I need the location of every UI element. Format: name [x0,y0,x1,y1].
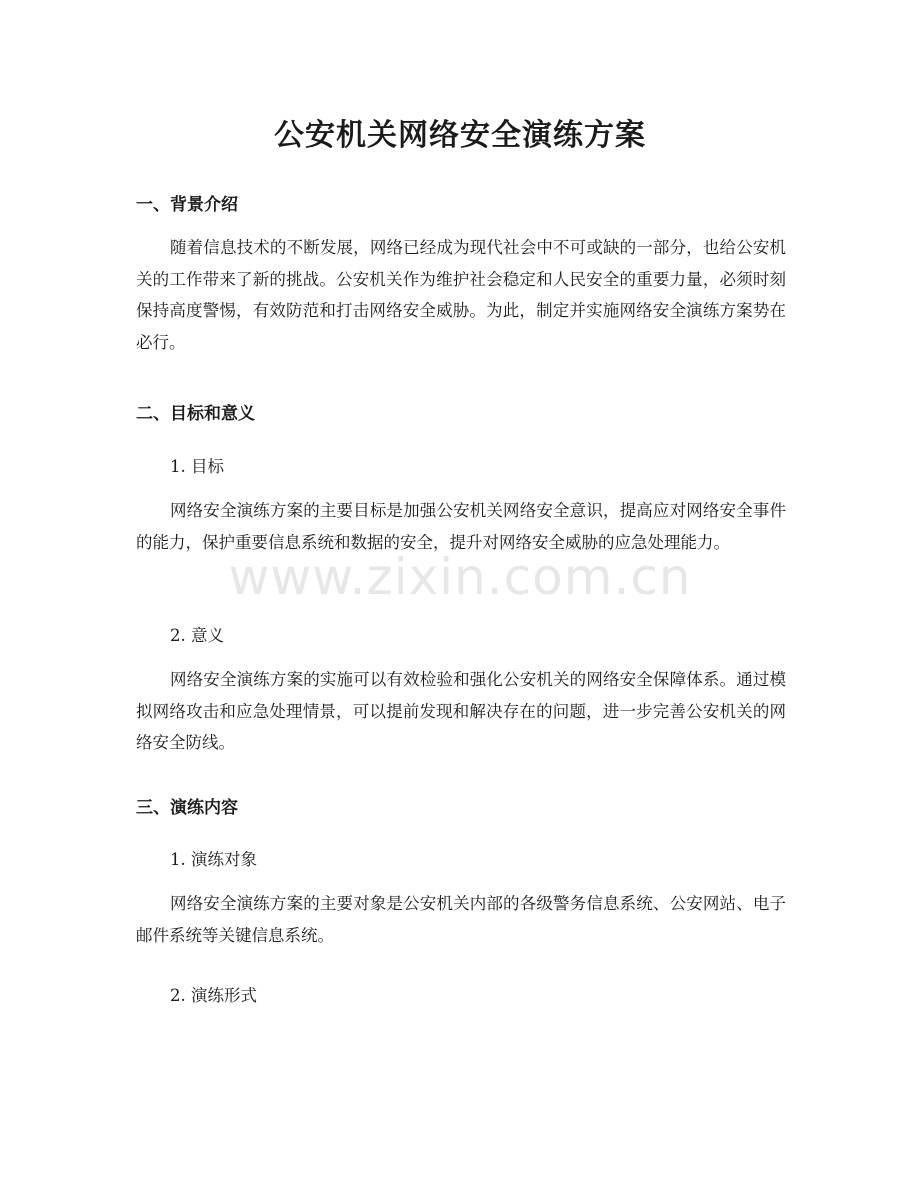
drill-target-paragraph: 网络安全演练方案的主要对象是公安机关内部的各级警务信息系统、公安网站、电子邮件系统等关键信息系统。 [136,894,786,945]
section-heading-goals: 二、目标和意义 [136,404,255,424]
subheading-significance: 2. 意义 [170,626,224,645]
section-heading-content: 三、演练内容 [136,798,238,818]
document-title: 公安机关网络安全演练方案 [274,118,646,153]
subheading-goal: 1. 目标 [170,457,224,476]
subheading-drill-target: 1. 演练对象 [170,850,257,869]
background-paragraph: 随着信息技术的不断发展，网络已经成为现代社会中不可或缺的一部分，也给公安机关的工作带来了新的挑战。公安机关作为维护社会稳定和人民安全的重要力量，必须时刻保持高度警惕，有效防范和打击网络安全威胁。为此，制定并实施网络安全演练方案势在必行。 [136,238,786,352]
goal-paragraph: 网络安全演练方案的主要目标是加强公安机关网络安全意识，提高应对网络安全事件的能力，保护重要信息系统和数据的安全，提升对网络安全威胁的应急处理能力。 [136,501,786,552]
significance-paragraph: 网络安全演练方案的实施可以有效检验和强化公安机关的网络安全保障体系。通过模拟网络攻击和应急处理情景，可以提前发现和解决存在的问题，进一步完善公安机关的网络安全防线。 [136,670,786,752]
subheading-drill-form: 2. 演练形式 [170,986,257,1005]
watermark: www.zixin.com.cn [228,548,692,606]
section-heading-background: 一、背景介绍 [136,195,238,215]
